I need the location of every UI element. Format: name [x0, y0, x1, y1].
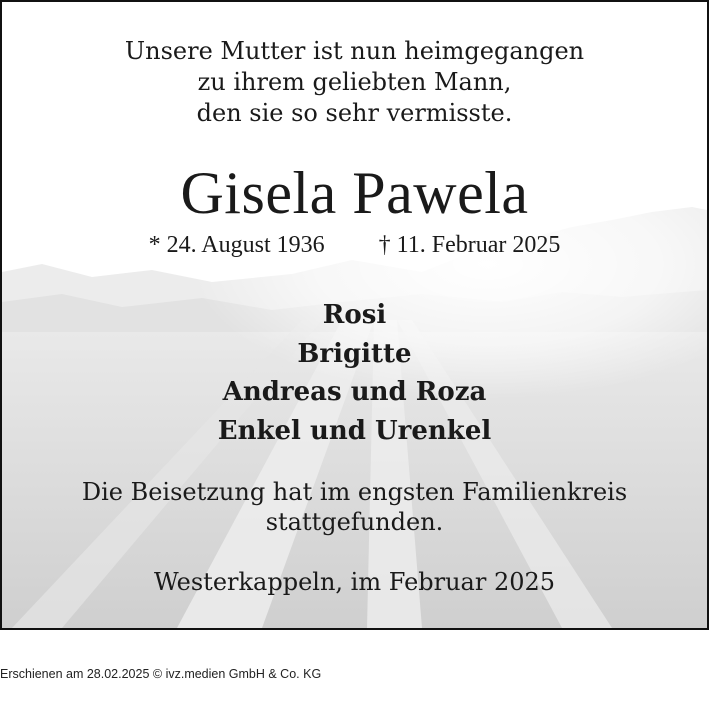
family-member: Enkel und Urenkel — [217, 415, 492, 446]
intro-line: zu ihrem geliebten Mann, — [197, 68, 512, 96]
intro-line: den sie so sehr vermisste. — [196, 99, 513, 127]
birth-date: * 24. August 1936 — [148, 232, 325, 258]
family-member: Rosi — [322, 300, 387, 330]
life-dates — [2, 230, 707, 260]
deceased-name: Gisela Pawela — [180, 160, 529, 226]
family-member: Andreas und Roza — [222, 377, 487, 407]
family-list — [2, 296, 707, 450]
intro-line: Unsere Mutter ist nun heimgegangen — [124, 37, 585, 65]
burial-line: Die Beisetzung hat im engsten Familienkreis — [81, 478, 628, 506]
burial-line: stattgefunden. — [265, 508, 444, 536]
intro-text — [2, 36, 707, 129]
closing-place-date: Westerkappeln, im Februar 2025 — [153, 568, 556, 596]
death-date: † 11. Februar 2025 — [378, 232, 561, 258]
burial-notice — [2, 477, 707, 537]
publication-footer: Erschienen am 28.02.2025 © ivz.medien GmbH & Co. KG — [0, 667, 322, 681]
family-member: Brigitte — [297, 338, 412, 369]
